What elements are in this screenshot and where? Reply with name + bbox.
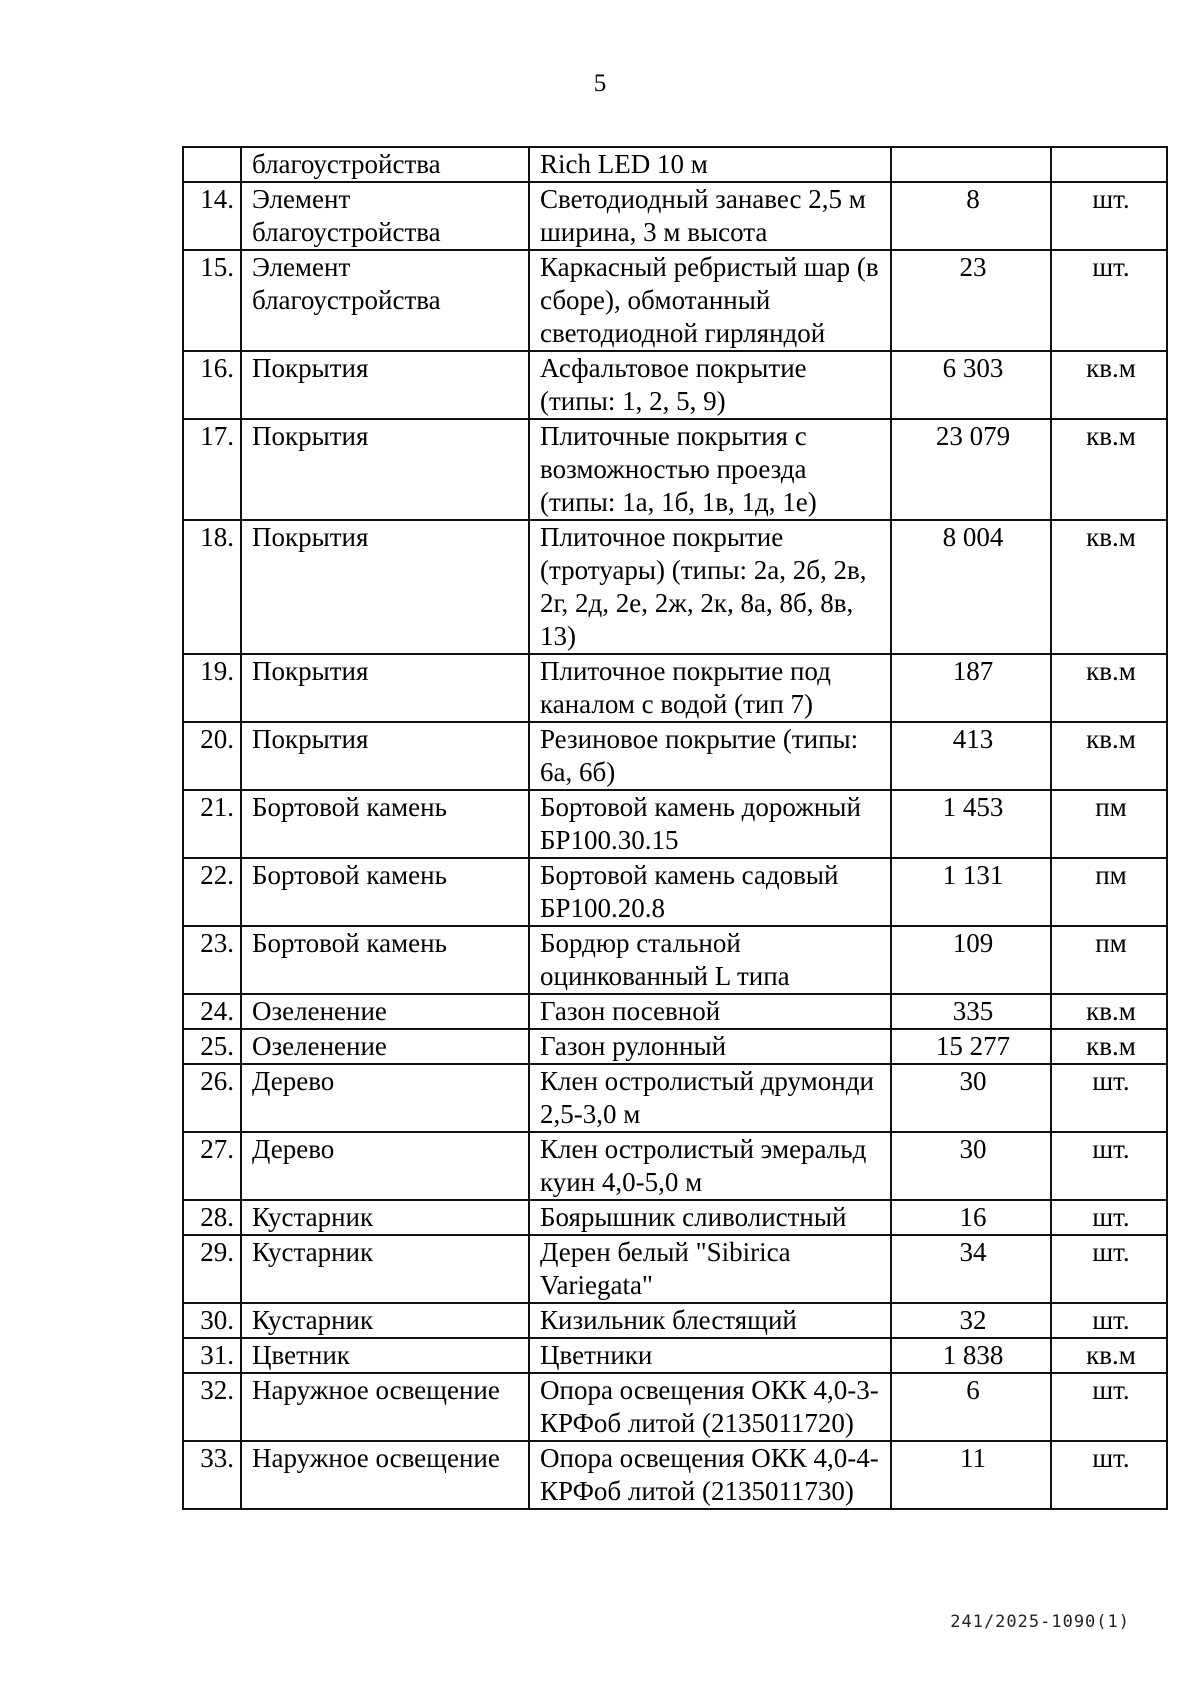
items-table (182, 146, 1168, 1510)
row-category: Наружное освещение (241, 1441, 529, 1509)
row-category: благоустройства (241, 147, 529, 182)
row-unit: шт. (1051, 1200, 1167, 1235)
row-description: Клен остролистый эмеральд куин 4,0-5,0 м (529, 1132, 891, 1200)
row-quantity: 32 (891, 1303, 1051, 1338)
row-description: Бортовой камень садовый БР100.20.8 (529, 858, 891, 926)
row-number: 24. (183, 994, 241, 1029)
row-number: 26. (183, 1064, 241, 1132)
row-category: Покрытия (241, 520, 529, 654)
table-row (183, 1064, 1167, 1132)
row-number: 20. (183, 722, 241, 790)
row-description: Опора освещения ОКК 4,0-3-КРФоб литой (2135011720) (529, 1373, 891, 1441)
table-row (183, 654, 1167, 722)
row-unit: шт. (1051, 1064, 1167, 1132)
table-row (183, 858, 1167, 926)
row-unit: кв.м (1051, 1338, 1167, 1373)
row-category: Кустарник (241, 1303, 529, 1338)
page-number: 5 (593, 70, 607, 97)
row-unit: шт. (1051, 1373, 1167, 1441)
row-description: Плиточное покрытие под каналом с водой (тип 7) (529, 654, 891, 722)
row-description: Светодиодный занавес 2,5 м ширина, 3 м высота (529, 182, 891, 250)
row-description: Боярышник сливолистный (529, 1200, 891, 1235)
row-category: Дерево (241, 1132, 529, 1200)
row-category: Озеленение (241, 994, 529, 1029)
row-category: Элемент благоустройства (241, 250, 529, 351)
row-quantity: 1 131 (891, 858, 1051, 926)
row-category: Цветник (241, 1338, 529, 1373)
row-unit: шт. (1051, 250, 1167, 351)
row-quantity: 34 (891, 1235, 1051, 1303)
row-category: Покрытия (241, 654, 529, 722)
table-row (183, 1373, 1167, 1441)
row-description: Асфальтовое покрытие (типы: 1, 2, 5, 9) (529, 351, 891, 419)
row-description: Опора освещения ОКК 4,0-4-КРФоб литой (2135011730) (529, 1441, 891, 1509)
row-number: 28. (183, 1200, 241, 1235)
row-description: Плиточное покрытие (тротуары) (типы: 2а, 2б, 2в, 2г, 2д, 2е, 2ж, 2к, 8а, 8б, 8в, 13) (529, 520, 891, 654)
table-row (183, 722, 1167, 790)
row-category: Бортовой камень (241, 790, 529, 858)
row-number (183, 147, 241, 182)
row-category: Покрытия (241, 351, 529, 419)
row-description: Газон посевной (529, 994, 891, 1029)
row-number: 33. (183, 1441, 241, 1509)
row-unit: кв.м (1051, 1029, 1167, 1064)
table-row (183, 1338, 1167, 1373)
row-unit: кв.м (1051, 722, 1167, 790)
row-description: Кизильник блестящий (529, 1303, 891, 1338)
table-row (183, 1029, 1167, 1064)
row-number: 15. (183, 250, 241, 351)
row-quantity: 16 (891, 1200, 1051, 1235)
row-category: Озеленение (241, 1029, 529, 1064)
row-number: 17. (183, 419, 241, 520)
row-unit: шт. (1051, 1441, 1167, 1509)
row-quantity: 11 (891, 1441, 1051, 1509)
table-row (183, 351, 1167, 419)
row-quantity: 6 (891, 1373, 1051, 1441)
table-row (183, 926, 1167, 994)
row-unit: шт. (1051, 182, 1167, 250)
table-row (183, 1132, 1167, 1200)
row-quantity: 6 303 (891, 351, 1051, 419)
row-number: 19. (183, 654, 241, 722)
row-quantity: 23 (891, 250, 1051, 351)
row-category: Кустарник (241, 1235, 529, 1303)
table-row (183, 994, 1167, 1029)
table-row (183, 419, 1167, 520)
row-unit: пм (1051, 926, 1167, 994)
row-quantity: 187 (891, 654, 1051, 722)
row-category: Бортовой камень (241, 858, 529, 926)
row-description: Газон рулонный (529, 1029, 891, 1064)
row-category: Покрытия (241, 722, 529, 790)
row-unit: пм (1051, 858, 1167, 926)
table-row (183, 1200, 1167, 1235)
table-row (183, 1303, 1167, 1338)
table-row (183, 1235, 1167, 1303)
row-category: Покрытия (241, 419, 529, 520)
row-category: Кустарник (241, 1200, 529, 1235)
row-number: 18. (183, 520, 241, 654)
row-description: Цветники (529, 1338, 891, 1373)
table-row (183, 790, 1167, 858)
row-unit (1051, 147, 1167, 182)
row-category: Дерево (241, 1064, 529, 1132)
row-quantity: 23 079 (891, 419, 1051, 520)
table-row (183, 520, 1167, 654)
row-description: Дерен белый "Sibirica Variegata" (529, 1235, 891, 1303)
row-quantity: 8 (891, 182, 1051, 250)
row-number: 29. (183, 1235, 241, 1303)
row-number: 31. (183, 1338, 241, 1373)
row-category: Наружное освещение (241, 1373, 529, 1441)
table-row (183, 250, 1167, 351)
row-quantity: 8 004 (891, 520, 1051, 654)
row-unit: кв.м (1051, 654, 1167, 722)
row-unit: кв.м (1051, 994, 1167, 1029)
row-category: Бортовой камень (241, 926, 529, 994)
table-row (183, 1441, 1167, 1509)
row-quantity: 30 (891, 1064, 1051, 1132)
row-category: Элемент благоустройства (241, 182, 529, 250)
row-number: 21. (183, 790, 241, 858)
row-number: 25. (183, 1029, 241, 1064)
row-description: Резиновое покрытие (типы: 6а, 6б) (529, 722, 891, 790)
row-description: Каркасный ребристый шар (в сборе), обмотанный светодиодной гирляндой (529, 250, 891, 351)
row-unit: кв.м (1051, 419, 1167, 520)
table-row (183, 182, 1167, 250)
row-unit: пм (1051, 790, 1167, 858)
row-quantity: 1 838 (891, 1338, 1051, 1373)
table-row (183, 147, 1167, 182)
row-unit: шт. (1051, 1235, 1167, 1303)
items-table-body (183, 147, 1167, 1509)
row-quantity (891, 147, 1051, 182)
row-description: Клен остролистый друмонди 2,5-3,0 м (529, 1064, 891, 1132)
row-number: 16. (183, 351, 241, 419)
row-quantity: 335 (891, 994, 1051, 1029)
row-number: 23. (183, 926, 241, 994)
row-number: 14. (183, 182, 241, 250)
row-quantity: 15 277 (891, 1029, 1051, 1064)
row-unit: кв.м (1051, 520, 1167, 654)
row-number: 32. (183, 1373, 241, 1441)
row-number: 22. (183, 858, 241, 926)
row-unit: шт. (1051, 1303, 1167, 1338)
row-quantity: 1 453 (891, 790, 1051, 858)
row-quantity: 109 (891, 926, 1051, 994)
row-number: 27. (183, 1132, 241, 1200)
row-quantity: 413 (891, 722, 1051, 790)
document-code: 241/2025-1090(1) (950, 1612, 1130, 1632)
row-unit: кв.м (1051, 351, 1167, 419)
row-unit: шт. (1051, 1132, 1167, 1200)
row-description: Бортовой камень дорожный БР100.30.15 (529, 790, 891, 858)
row-description: Плиточные покрытия с возможностью проезда (типы: 1а, 1б, 1в, 1д, 1е) (529, 419, 891, 520)
row-number: 30. (183, 1303, 241, 1338)
row-quantity: 30 (891, 1132, 1051, 1200)
row-description: Бордюр стальной оцинкованный L типа (529, 926, 891, 994)
row-description: Rich LED 10 м (529, 147, 891, 182)
